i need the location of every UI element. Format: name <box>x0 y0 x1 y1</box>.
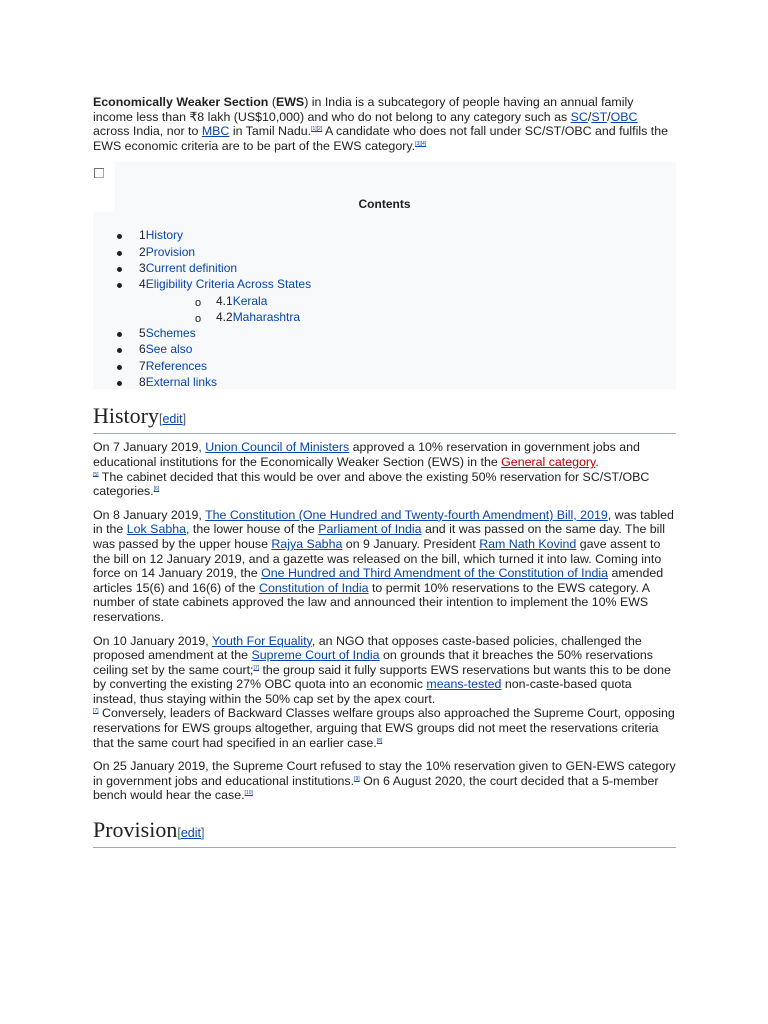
text: Conversely, leaders of Backward Classes welfare groups also approached the Supreme Court, opposing reservations for EWS groups altogether, arguing that EWS groups did not meet the reservations criteria that the same court had specified in an earlier case. <box>93 706 675 750</box>
toc-link-kerala[interactable]: Kerala <box>232 293 268 308</box>
toc-item[interactable] <box>115 374 311 390</box>
toc-link-references[interactable]: References <box>145 358 208 373</box>
toc-link-see-also[interactable]: See also <box>145 342 193 357</box>
text: The cabinet decided that this would be over and above the existing 50% reservation for SC/ST/OBC categories. <box>93 469 650 499</box>
edit-link[interactable]: edit <box>180 826 201 841</box>
toc-number: 2 <box>139 244 146 259</box>
citation[interactable]: [1][2] <box>311 126 323 133</box>
toc-number: 1 <box>139 228 146 243</box>
toc-link-history[interactable]: History <box>145 228 184 243</box>
toc-link-provision[interactable]: Provision <box>145 244 196 259</box>
toc-number: 3 <box>139 260 146 275</box>
edit-link[interactable]: edit <box>162 412 183 427</box>
toc-subitem[interactable] <box>115 309 311 325</box>
bracket: ] <box>201 826 205 841</box>
bullet-icon <box>117 348 122 353</box>
bullet-icon <box>117 283 122 288</box>
toc-subitem[interactable] <box>115 293 311 309</box>
citation[interactable]: [5] <box>93 471 99 478</box>
citation[interactable]: [8] <box>376 737 383 744</box>
article-body <box>93 95 676 848</box>
text: amended articles 15(6) and 16(6) of the <box>93 566 664 595</box>
abbr-bold: EWS <box>275 95 305 109</box>
term-bold: Economically Weaker Section <box>93 95 269 109</box>
toc-number: 4 <box>139 277 146 292</box>
toc-item[interactable] <box>115 325 311 341</box>
bracket: [ <box>177 826 181 841</box>
text: On 10 January 2019, <box>93 633 212 648</box>
history-paragraph-2 <box>93 508 676 625</box>
text: . <box>595 454 599 469</box>
history-paragraph-4 <box>93 759 676 803</box>
toc-list <box>115 227 311 390</box>
bracket: [ <box>159 412 163 427</box>
text: to permit 10% reservations to the EWS category. A number of state cabinets approved the law and announced their intention to implement the 10% EWS reservations. <box>93 580 650 624</box>
toc-toggle-checkbox-shadow <box>95 169 104 178</box>
text: , an NGO that opposes caste-based policies, challenged the proposed amendment at the <box>93 633 642 663</box>
section-heading-provision <box>93 817 676 848</box>
text: approved a 10% reservation in government jobs and educational institutions for the Economically Weaker Section (EWS) in the <box>93 440 640 469</box>
history-paragraph-1 <box>93 440 676 498</box>
text: non-caste-based quota instead, thus staying within the 50% cap set by the apex court. <box>93 677 632 706</box>
heading-text: Provision <box>93 817 178 843</box>
link-parliament[interactable]: Parliament of India <box>318 522 422 537</box>
link-supreme-court[interactable]: Supreme Court of India <box>251 648 380 663</box>
text: On 6 August 2020, the court decided that a 5-member bench would hear the case. <box>93 773 659 803</box>
bullet-icon <box>117 381 122 386</box>
circle-bullet-icon: o <box>195 296 202 309</box>
toc-item[interactable] <box>115 358 311 374</box>
section-heading-history <box>93 403 676 434</box>
link-means-tested[interactable]: means-tested <box>426 677 502 692</box>
edit-section <box>177 826 204 840</box>
link-lok-sabha[interactable]: Lok Sabha <box>126 522 187 537</box>
link-sc[interactable]: SC <box>570 109 588 124</box>
toc-item[interactable] <box>115 260 311 276</box>
citation[interactable]: [9] <box>354 775 360 782</box>
text: on 9 January. President <box>342 536 480 551</box>
toc-item[interactable] <box>115 227 311 243</box>
toc-link-schemes[interactable]: Schemes <box>145 326 196 341</box>
intro-text: in India is a subcategory of people having an annual family income less than ₹8 lakh (US$10,000) and who do not belong to any category such as <box>93 95 634 124</box>
link-union-council[interactable]: Union Council of Ministers <box>205 440 350 455</box>
toc-number: 7 <box>139 358 146 373</box>
toc-number: 5 <box>139 326 146 341</box>
text: the group said it fully supports EWS reservations but wants this to be done by converting the existing 27% OBC quota into an economic <box>93 662 671 692</box>
link-general-category[interactable]: General category <box>501 454 596 469</box>
circle-bullet-icon: o <box>195 312 202 325</box>
intro-text: A candidate who does not fall under SC/ST/OBC and fulfils the EWS economic criteria are to be part of the EWS category. <box>93 124 668 153</box>
text: On 25 January 2019, the Supreme Court refused to stay the 10% reservation given to GEN-EWS category in government jobs and educational institutions. <box>93 759 676 788</box>
intro-text: in Tamil Nadu. <box>229 124 312 139</box>
toc-number: 8 <box>139 375 146 390</box>
citation[interactable]: [10] <box>244 790 253 797</box>
citation[interactable]: [7] <box>253 664 260 671</box>
link-ram-nath-kovind[interactable]: Ram Nath Kovind <box>479 536 577 551</box>
link-103rd-amendment[interactable]: One Hundred and Third Amendment of the Constitution of India <box>261 566 609 581</box>
toc-link-eligibility[interactable]: Eligibility Criteria Across States <box>145 277 312 292</box>
toc-link-current-definition[interactable]: Current definition <box>145 260 238 275</box>
edit-section <box>159 412 186 426</box>
toc-link-maharashtra[interactable]: Maharashtra <box>232 309 301 324</box>
toc-number: 6 <box>139 342 146 357</box>
link-st[interactable]: ST <box>591 109 608 124</box>
text: , was tabled in the <box>93 507 674 537</box>
citation[interactable]: [7] <box>93 708 99 715</box>
text: gave assent to the bill on 12 January 2019, and a gazette was released on the bill, which turned it into law. Coming into force on 14 January 2019, the <box>93 536 662 581</box>
toc-title: Contents <box>358 197 411 212</box>
bracket: ] <box>182 412 187 427</box>
text: On 7 January 2019, <box>93 440 206 455</box>
bullet-icon <box>117 267 122 272</box>
bullet-icon <box>117 365 122 370</box>
toc-item[interactable] <box>115 244 311 260</box>
link-constitution[interactable]: Constitution of India <box>259 580 369 595</box>
link-mbc[interactable]: MBC <box>201 124 230 139</box>
bullet-icon <box>117 332 122 337</box>
link-rajya-sabha[interactable]: Rajya Sabha <box>271 536 343 551</box>
intro-paragraph: Economically Weaker Section (EWS) in India is a subcategory of people having an annual family income less than ₹8 lakh (US$10,000) and who do not belong to any category such as SC/ST/OBC across India, nor to MBC in Tamil Nadu.[1][2] A candidate who does not fall under SC/ST/OBC and fulfils the EWS economic criteria are to be part of the EWS category.[3][4] <box>93 95 668 153</box>
text: On 8 January 2019, <box>93 507 206 522</box>
link-youth-for-equality[interactable]: Youth For Equality <box>211 633 312 648</box>
toc-number: 4.1 <box>216 293 233 308</box>
citation[interactable]: [3][4] <box>415 140 427 147</box>
bullet-icon <box>117 251 122 256</box>
toc-number: 4.2 <box>216 309 233 324</box>
heading-text: History <box>93 403 159 429</box>
intro-text: across India, nor to <box>93 124 202 139</box>
toc-item[interactable] <box>115 341 311 357</box>
history-paragraph-3 <box>93 634 676 751</box>
text: and it was passed on the same day. The bill was passed by the upper house <box>93 522 665 551</box>
toc-item[interactable] <box>115 276 311 292</box>
table-of-contents <box>93 162 676 389</box>
link-obc[interactable]: OBC <box>610 109 638 124</box>
text: , the lower house of the <box>186 522 319 537</box>
link-amendment-bill[interactable]: The Constitution (One Hundred and Twenty-fourth Amendment) Bill, 2019 <box>205 507 608 522</box>
citation[interactable]: [6] <box>153 486 160 493</box>
toc-link-external-links[interactable]: External links <box>145 375 218 390</box>
text: on grounds that it breaches the 50% reservations ceiling set by the same court; <box>93 648 653 677</box>
bullet-icon <box>117 234 122 239</box>
